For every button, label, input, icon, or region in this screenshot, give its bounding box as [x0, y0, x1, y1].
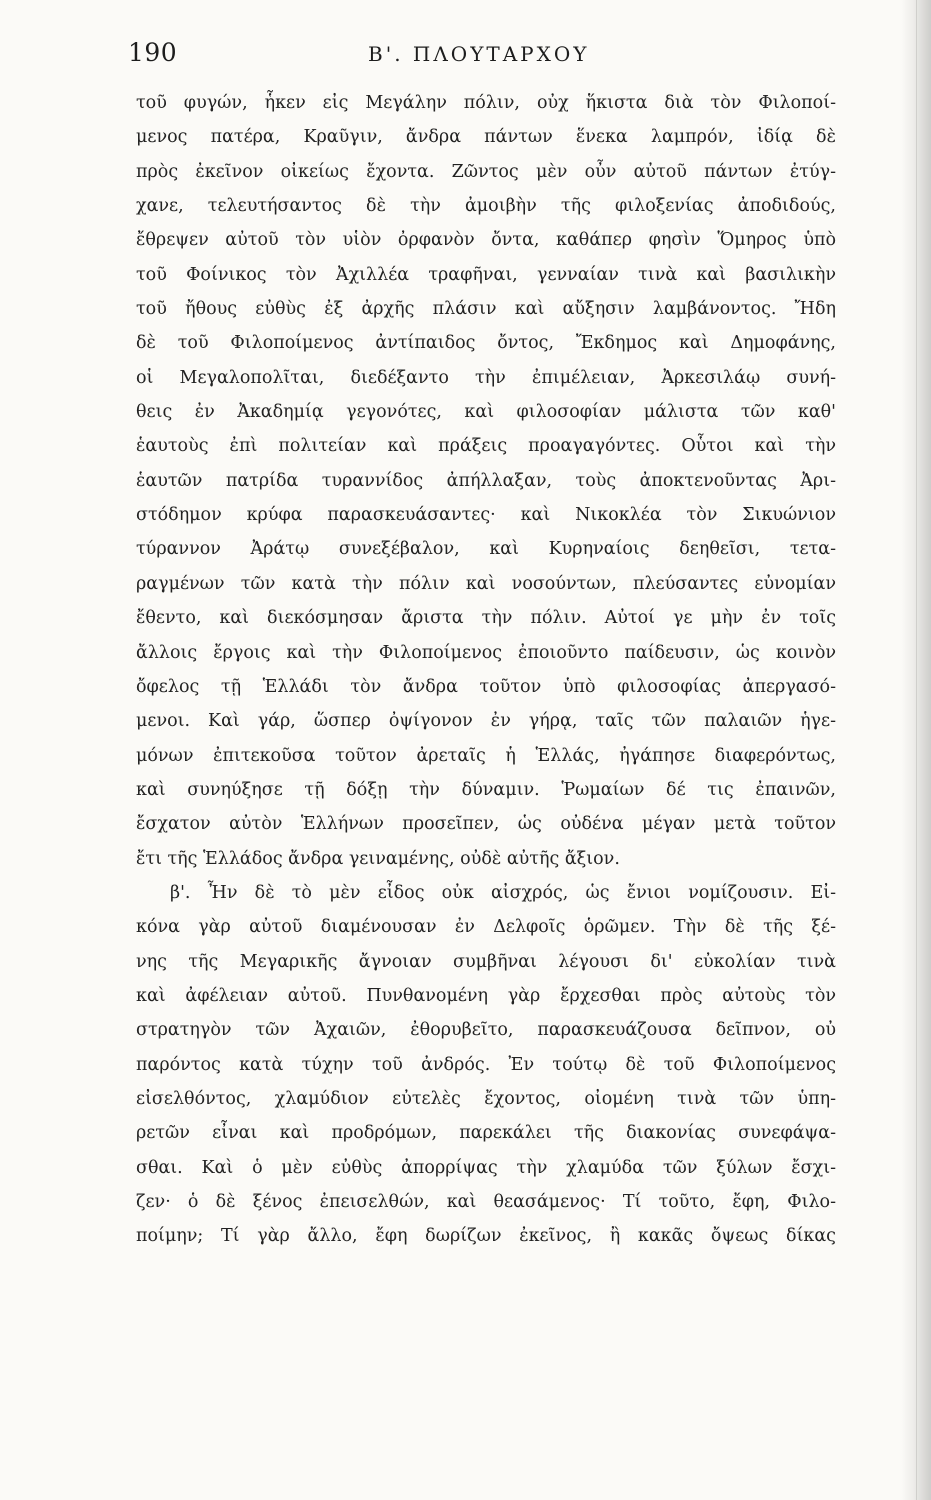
running-head — [128, 38, 840, 78]
text-line: τύραννον Ἀράτῳ συνεξέβαλον, καὶ Κυρηναίοις δεηθεῖσι, τετα- — [136, 539, 836, 560]
text-line: ζεν· ὁ δὲ ξένος ἐπεισελθών, καὶ θεασάμενος· Τί τοῦτο, ἔφη, Φιλο- — [136, 1192, 836, 1212]
text-line: χανε, τελευτήσαντος δὲ τὴν ἀμοιβὴν τῆς φιλοξενίας ἀποδιδούς, — [136, 196, 836, 217]
text-line: δὲ τοῦ Φιλοποίμενος ἀντίπαιδος ὄντος, Ἔκδημος καὶ Δημοφάνης, — [136, 333, 836, 354]
section-start-line: β'. Ἦν δὲ τὸ μὲν εἶδος οὐκ αἰσχρός, ὡς ἔνιοι νομίζουσιν. Εἰ- — [170, 882, 836, 903]
text-line: ἔσχατον αὐτὸν Ἑλλήνων προσεῖπεν, ὡς οὐδένα μέγαν μετὰ τοῦτον — [136, 814, 836, 835]
text-line: ποίμην; Τί γὰρ ἄλλο, ἔφη δωρίζων ἐκεῖνος, ἢ κακᾶς ὄψεως δίκας — [136, 1226, 836, 1247]
text-line: μόνων ἐπιτεκοῦσα τοῦτον ἀρεταῖς ἡ Ἑλλάς, ἠγάπησε διαφερόντως, — [136, 745, 836, 766]
text-line: τοῦ ἤθους εὐθὺς ἐξ ἀρχῆς πλάσιν καὶ αὔξησιν λαμβάνοντος. Ἤδη — [136, 299, 836, 320]
text-line: μενος πατέρα, Κραῦγιν, ἄνδρα πάντων ἕνεκα λαμπρόν, ἰδίᾳ δὲ — [136, 127, 836, 148]
text-line: ἔθρεψεν αὐτοῦ τὸν υἱὸν ὀρφανὸν ὄντα, καθάπερ φησὶν Ὅμηρος ὑπὸ — [136, 230, 836, 251]
body-text — [136, 86, 836, 1254]
text-line: εἰσελθόντος, χλαμύδιον εὐτελὲς ἔχοντος, οἰομένη τινὰ τῶν ὑπη- — [136, 1088, 836, 1109]
text-line: ρετῶν εἶναι καὶ προδρόμων, παρεκάλει τῆς διακονίας συνεφάψα- — [136, 1123, 836, 1144]
text-line: ἔθεντο, καὶ διεκόσμησαν ἄριστα τὴν πόλιν. Αὐτοί γε μὴν ἐν τοῖς — [136, 608, 836, 629]
page-number: 190 — [128, 38, 178, 67]
text-line: πρὸς ἐκεῖνον οἰκείως ἔχοντα. Ζῶντος μὲν οὖν αὐτοῦ πάντων ἐτύγ- — [136, 161, 836, 182]
text-line: ἑαυτοὺς ἐπὶ πολιτείαν καὶ πράξεις προαγαγόντες. Οὗτοι καὶ τὴν — [136, 436, 836, 457]
text-line: τοῦ φυγών, ἧκεν εἰς Μεγάλην πόλιν, οὐχ ἥκιστα διὰ τὸν Φιλοποί- — [136, 93, 836, 113]
page-edge-line — [916, 0, 917, 1500]
text-line: ὄφελος τῇ Ἑλλάδι τὸν ἄνδρα τοῦτον ὑπὸ φιλοσοφίας ἀπεργασό- — [136, 676, 836, 697]
text-line: μενοι. Καὶ γάρ, ὥσπερ ὀψίγονον ἐν γήρᾳ, ταῖς τῶν παλαιῶν ἡγε- — [136, 711, 836, 732]
text-line: τοῦ Φοίνικος τὸν Ἀχιλλέα τραφῆναι, γενναίαν τινὰ καὶ βασιλικὴν — [136, 264, 836, 285]
text-line: στρατηγὸν τῶν Ἀχαιῶν, ἐθορυβεῖτο, παρασκευάζουσα δεῖπνον, οὐ — [136, 1020, 836, 1041]
running-title: Β'. ΠΛΟΥΤΑΡΧΟΥ — [368, 42, 590, 66]
text-line: ἄλλοις ἔργοις καὶ τὴν Φιλοποίμενος ἐποιοῦντο παίδευσιν, ὡς κοινὸν — [136, 642, 836, 663]
text-line: καὶ συνηύξησε τῇ δόξῃ τὴν δύναμιν. Ῥωμαίων δέ τις ἐπαινῶν, — [136, 779, 836, 800]
text-line: στόδημον κρύφα παρασκευάσαντες· καὶ Νικοκλέα τὸν Σικυώνιον — [136, 505, 836, 526]
text-line: ραγμένων τῶν κατὰ τὴν πόλιν καὶ νοσούντων, πλεύσαντες εὐνομίαν — [136, 573, 836, 594]
text-line: σθαι. Καὶ ὁ μὲν εὐθὺς ἀπορρίψας τὴν χλαμύδα τῶν ξύλων ἔσχι- — [136, 1157, 836, 1178]
text-line: οἱ Μεγαλοπολῖται, διεδέξαντο τὴν ἐπιμέλειαν, Ἀρκεσιλάῳ συνή- — [136, 367, 836, 388]
text-line: κόνα γὰρ αὐτοῦ διαμένουσαν ἐν Δελφοῖς ὁρῶμεν. Τὴν δὲ τῆς ξέ- — [136, 917, 836, 938]
text-line: ἑαυτῶν πατρίδα τυραννίδος ἀπήλλαξαν, τοὺς ἀποκτενοῦντας Ἀρι- — [136, 470, 836, 491]
paragraph-end-line: ἔτι τῆς Ἑλλάδος ἄνδρα γειναμένης, οὐδὲ αὐτῆς ἄξιον. — [136, 848, 620, 869]
text-line: θεις ἐν Ἀκαδημίᾳ γεγονότες, καὶ φιλοσοφίαν μάλιστα τῶν καθ' — [136, 402, 836, 423]
text-line: παρόντος κατὰ τύχην τοῦ ἀνδρός. Ἐν τούτῳ δὲ τοῦ Φιλοποίμενος — [136, 1054, 836, 1075]
text-line: καὶ ἀφέλειαν αὐτοῦ. Πυνθανομένη γὰρ ἔρχεσθαι πρὸς αὐτοὺς τὸν — [136, 985, 836, 1006]
text-line: νης τῆς Μεγαρικῆς ἄγνοιαν συμβῆναι λέγουσι δι' εὐκολίαν τινὰ — [136, 951, 836, 972]
